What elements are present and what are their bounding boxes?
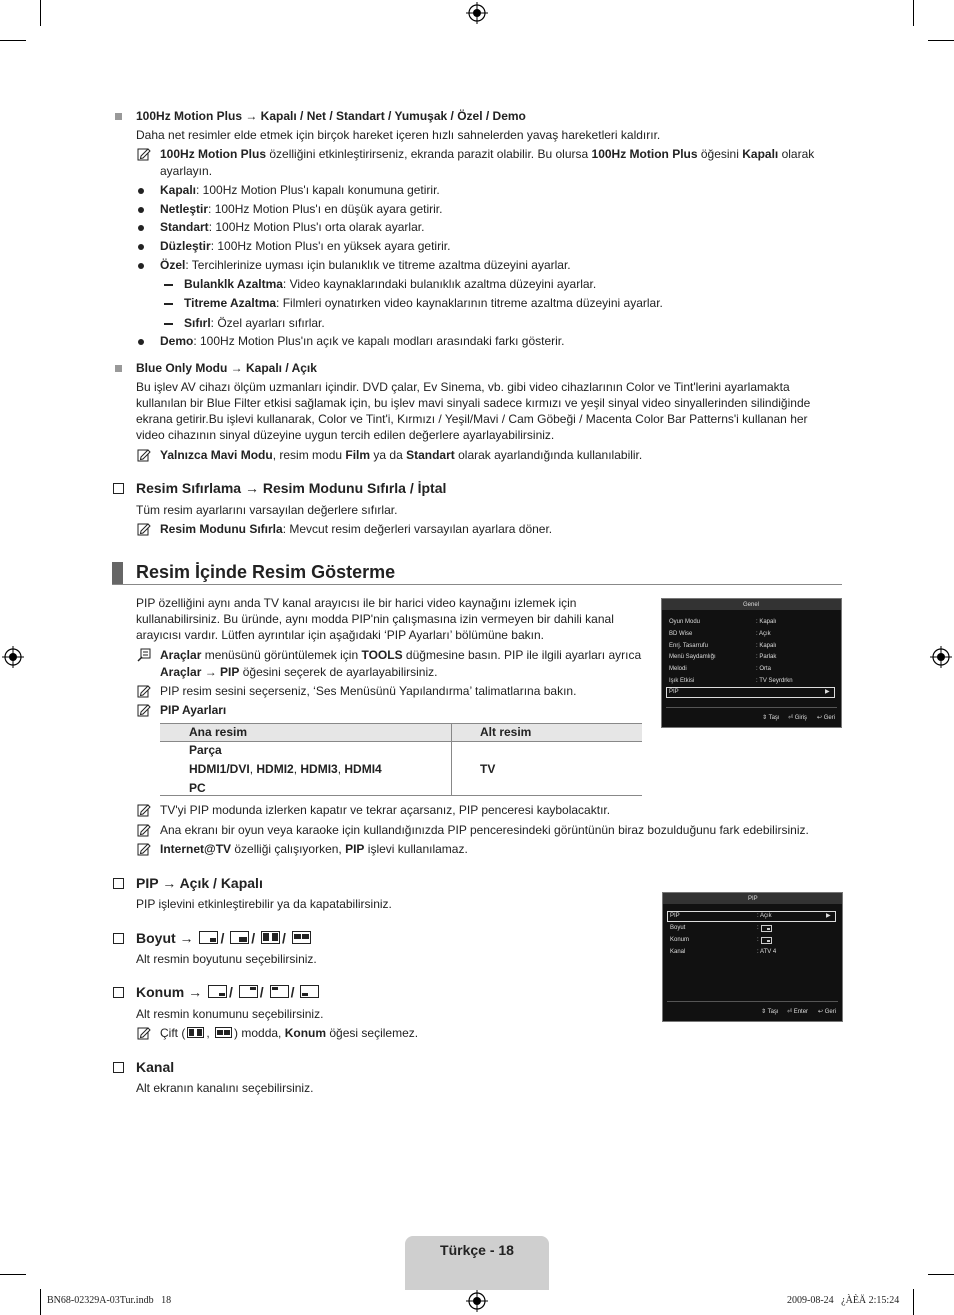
osd-row-label: Oyun Modu: [669, 619, 701, 625]
osd-row-value: : Kapalı: [756, 619, 777, 625]
osd-footer-move: ⇕ Taşı: [761, 1009, 779, 1015]
bullet-dot: [138, 207, 144, 213]
tools-note-line2: Araçlar → PIP öğesini seçerek de ayarlayabilirsiniz.: [160, 665, 438, 679]
crop-mark: [928, 40, 954, 41]
table-cell-sub: TV: [480, 762, 496, 776]
motion-desc: Daha net resimler elde etmek için birçok hareket içeren hızlı sahnelerden yavaş hareketleri kaldırır.: [136, 128, 661, 142]
position-bottom-left-icon: [300, 985, 319, 998]
osd-pip-menu: [662, 892, 843, 1022]
crop-mark: [40, 0, 41, 26]
note-icon: [137, 684, 151, 698]
table-header-main: Ana resim: [189, 725, 248, 739]
osd-row-label: Konum: [670, 937, 690, 943]
blue-line: Bu işlev AV cihazı ölçüm uzmanları içindir. DVD çalar, Ev Sinema, vb. gibi video cihazlarının Color ve Tint'lerini ayarlamakta: [136, 380, 790, 394]
square-bullet-icon: [115, 365, 122, 372]
size-large-icon: [230, 931, 249, 944]
note-icon: [137, 823, 151, 837]
position-note: Çift ( , ) modda, Konum öğesi seçilemez.: [160, 1026, 419, 1040]
osd-row-value: :: [757, 925, 759, 931]
section-rule: [112, 584, 842, 585]
size-desc: Alt resmin boyutunu seçebilirsiniz.: [136, 952, 317, 966]
pip-note: TV'yi PIP modunda izlerken kapatır ve tekrar açarsanız, PIP penceresi kaybolacaktır.: [160, 803, 611, 817]
list-item: Düzleştir: 100Hz Motion Plus'ı en yüksek ayara getirir.: [160, 239, 451, 253]
position-title: Konum → / / /: [136, 984, 321, 1000]
osd-title: Genel: [743, 602, 760, 608]
print-footer-right: 2009-08-24 ¿ÀÈÄ 2:15:24: [787, 1295, 900, 1306]
crop-mark: [913, 1289, 914, 1315]
blue-line: video cihazının sinyal düzeyine uygun tercih edilen değerlere ayarlayabilirsiniz.: [136, 428, 555, 442]
list-item: Netleştir: 100Hz Motion Plus'ı en düşük ayara getirir.: [160, 202, 443, 216]
size-double-a-icon: [187, 1027, 204, 1038]
osd-footer-enter: ⏎ Giriş: [788, 715, 808, 721]
blue-title: Blue Only Modu → Kapalı / Açık: [136, 361, 317, 375]
osd-footer-move: ⇕ Taşı: [762, 715, 780, 721]
page-number: Türkçe - 18: [440, 1242, 514, 1258]
pip-note: Ana ekranı bir oyun veya karaoke için kullandığınızda PIP penceresindeki görüntünün biraz bozulduğunu fark edebilirsiniz.: [160, 823, 809, 837]
note-icon: [137, 842, 151, 856]
arrow-right-icon: ▶: [826, 913, 831, 919]
osd-row-value: : ATV 4: [757, 949, 777, 955]
internet-note: Internet@TV özelliği çalışıyorken, PIP işlevi kullanılamaz.: [160, 842, 468, 856]
osd-row-value: : Orta: [756, 666, 772, 672]
osd-footer-rule: [666, 707, 837, 708]
osd-row-value: : Parlak: [756, 654, 777, 660]
osd-general-menu: [661, 598, 842, 728]
osd-footer-back: ↩ Geri: [818, 1009, 837, 1015]
position-desc: Alt resmin konumunu seçebilirsiniz.: [136, 1007, 324, 1021]
arrow-right-icon: ▶: [825, 689, 830, 695]
osd-selected-label: PIP: [670, 913, 680, 919]
note-icon: [137, 147, 151, 161]
size-double-a-icon: [261, 931, 280, 944]
osd-selected-label: PIP: [669, 689, 679, 695]
table-cell-main: HDMI1/DVI, HDMI2, HDMI3, HDMI4: [189, 762, 382, 776]
motion-note-line2: ayarlayın.: [160, 164, 213, 178]
table-cell-main: PC: [189, 781, 206, 795]
motion-title: 100Hz Motion Plus → Kapalı / Net / Standart / Yumuşak / Özel / Demo: [136, 109, 526, 123]
section-marker: [112, 562, 123, 584]
sub-item: Sıfırl: Özel ayarları sıfırlar.: [184, 316, 325, 330]
crop-mark: [0, 1274, 26, 1275]
osd-row-value: :: [757, 937, 759, 943]
crop-mark: [928, 1274, 954, 1275]
osd-footer-back: ↩ Geri: [817, 715, 836, 721]
bullet-dot: [138, 339, 144, 345]
list-item: Özel: Tercihlerinize uyması için bulanıklık ve titreme azaltma düzeyini ayarlar.: [160, 258, 571, 272]
size-small-icon: [761, 925, 772, 932]
channel-title: Kanal: [136, 1059, 175, 1075]
dash-bullet: [164, 284, 173, 286]
pip-intro-line: PIP özelliğini aynı anda TV kanal arayıcısı ile bir harici video kaynağını izlemek için: [136, 596, 577, 610]
square-bullet-icon: [115, 113, 122, 120]
table-cell-main: Parça: [189, 743, 222, 757]
motion-note: 100Hz Motion Plus özelliğini etkinleştirirseniz, ekranda parazit olabilir. Bu olursa 100Hz Motion Plus öğesini Kapalı olarak: [160, 147, 815, 161]
table-divider: [451, 723, 452, 796]
checkbox-bullet-icon: [113, 878, 124, 889]
list-item: Standart: 100Hz Motion Plus'ı orta olarak ayarlar.: [160, 220, 425, 234]
pip-intro-line: arayıcısı vardır. Lütfen ayrıntılar için aşağıdaki ‘PIP Ayarları’ bölümüne bakın.: [136, 628, 544, 642]
checkbox-bullet-icon: [113, 1062, 124, 1073]
osd-row-label: Işık Etkisi: [669, 678, 695, 684]
bullet-dot: [138, 263, 144, 269]
position-top-left-icon: [270, 985, 289, 998]
reset-note: Resim Modunu Sıfırla: Mevcut resim değerleri varsayılan ayarlara döner.: [160, 522, 553, 536]
pip-table: [160, 723, 642, 796]
dash-bullet: [164, 323, 173, 325]
crop-mark: [0, 40, 26, 41]
registration-mark-icon: [466, 1290, 488, 1312]
pip-onoff-desc: PIP işlevini etkinleştirebilir ya da kapatabilirsiniz.: [136, 897, 392, 911]
tools-note: Araçlar menüsünü görüntülemek için TOOLS düğmesine basın. PIP ile ilgili ayarları ayrıca: [160, 648, 642, 662]
bullet-dot: [138, 244, 144, 250]
registration-mark-icon: [466, 2, 488, 24]
section-title: Resim İçinde Resim Gösterme: [136, 562, 396, 582]
size-double-b-icon: [215, 1027, 232, 1038]
checkbox-bullet-icon: [113, 483, 124, 494]
pip-settings-label: PIP Ayarları: [160, 703, 227, 717]
osd-row-label: Menü Saydamlığı: [669, 654, 716, 660]
blue-line: ekrana getirir.Bu işlevi kullanarak, Color ve Tint'i, Kırmızı / Yeşil/Mavi / Cam Göbeği / Macenta Color Bar Patterns'i kullanan her: [136, 412, 808, 426]
position-bottom-right-icon: [208, 985, 227, 998]
size-small-icon: [199, 931, 218, 944]
note-icon: [137, 703, 151, 717]
osd-footer-enter: ⏎ Enter: [787, 1009, 809, 1015]
reset-desc: Tüm resim ayarlarını varsayılan değerlere sıfırlar.: [136, 503, 398, 517]
note-icon: [137, 448, 151, 462]
osd-row-value: : TV Seyrdrkn: [756, 678, 793, 684]
osd-row-value: : Açık: [756, 631, 771, 637]
position-top-right-icon: [239, 985, 258, 998]
print-footer-left: BN68-02329A-03Tur.indb 18: [47, 1295, 172, 1306]
list-item: Demo: 100Hz Motion Plus'ın açık ve kapalı modları arasındaki farkı gösterir.: [160, 334, 565, 348]
osd-title: PIP: [748, 896, 758, 902]
osd-selected-row: [666, 687, 835, 698]
pip-intro-line: kullanabilirsiniz. Bu üründe, aynı modda PIP'nin çalışmasına izin vermeyen bir dahili kanal: [136, 612, 614, 626]
note-icon: [137, 1026, 151, 1040]
bullet-dot: [138, 225, 144, 231]
position-bottom-right-icon: [761, 937, 772, 944]
osd-row-label: Melodi: [669, 666, 687, 672]
crop-mark: [913, 0, 914, 26]
sub-item: Bulanklk Azaltma: Video kaynaklarındaki bulanıklık azaltma düzeyini ayarlar.: [184, 277, 597, 291]
tools-icon: [137, 648, 151, 662]
blue-note: Yalnızca Mavi Modu, resim modu Film ya da Standart olarak ayarlandığında kullanılabilir.: [160, 448, 643, 462]
checkbox-bullet-icon: [113, 987, 124, 998]
osd-row-label: Kanal: [670, 949, 686, 955]
blue-line: kullanılan bir Blue Filter etkisi sağlamak için, bu işlev mavi sinyali sadece kırmızı ve yeşil sinyal video sinyallerinden silindiğinde: [136, 396, 811, 410]
osd-row-label: BD Wise: [669, 631, 693, 637]
registration-mark-icon: [2, 646, 24, 668]
osd-row-label: Enrj. Tasarrufu: [669, 643, 708, 649]
size-title: Boyut → / / /: [136, 930, 313, 946]
checkbox-bullet-icon: [113, 933, 124, 944]
size-double-b-icon: [292, 931, 311, 944]
osd-selected-row: [667, 911, 836, 922]
dash-bullet: [164, 303, 173, 305]
channel-desc: Alt ekranın kanalını seçebilirsiniz.: [136, 1081, 314, 1095]
reset-title: Resim Sıfırlama → Resim Modunu Sıfırla / İptal: [136, 480, 447, 496]
osd-footer-rule: [667, 1001, 838, 1002]
registration-mark-icon: [930, 646, 952, 668]
bullet-dot: [138, 188, 144, 194]
note-icon: [137, 803, 151, 817]
pip-onoff-title: PIP → Açık / Kapalı: [136, 875, 263, 891]
table-bottom-rule: [160, 795, 642, 796]
pip-sound-note: PIP resim sesini seçerseniz, ‘Ses Menüsünü Yapılandırma’ talimatlarına bakın.: [160, 684, 577, 698]
osd-row-label: Boyut: [670, 925, 686, 931]
crop-mark: [40, 1289, 41, 1315]
osd-selected-value: : Açık: [757, 913, 772, 919]
note-icon: [137, 522, 151, 536]
table-header-sub: Alt resim: [480, 725, 532, 739]
osd-row-value: : Kapalı: [756, 643, 777, 649]
list-item: Kapalı: 100Hz Motion Plus'ı kapalı konumuna getirir.: [160, 183, 440, 197]
sub-item: Titreme Azaltma: Filmleri oynatırken video kaynaklarının titreme azaltma düzeyini ayarlar.: [184, 296, 663, 310]
